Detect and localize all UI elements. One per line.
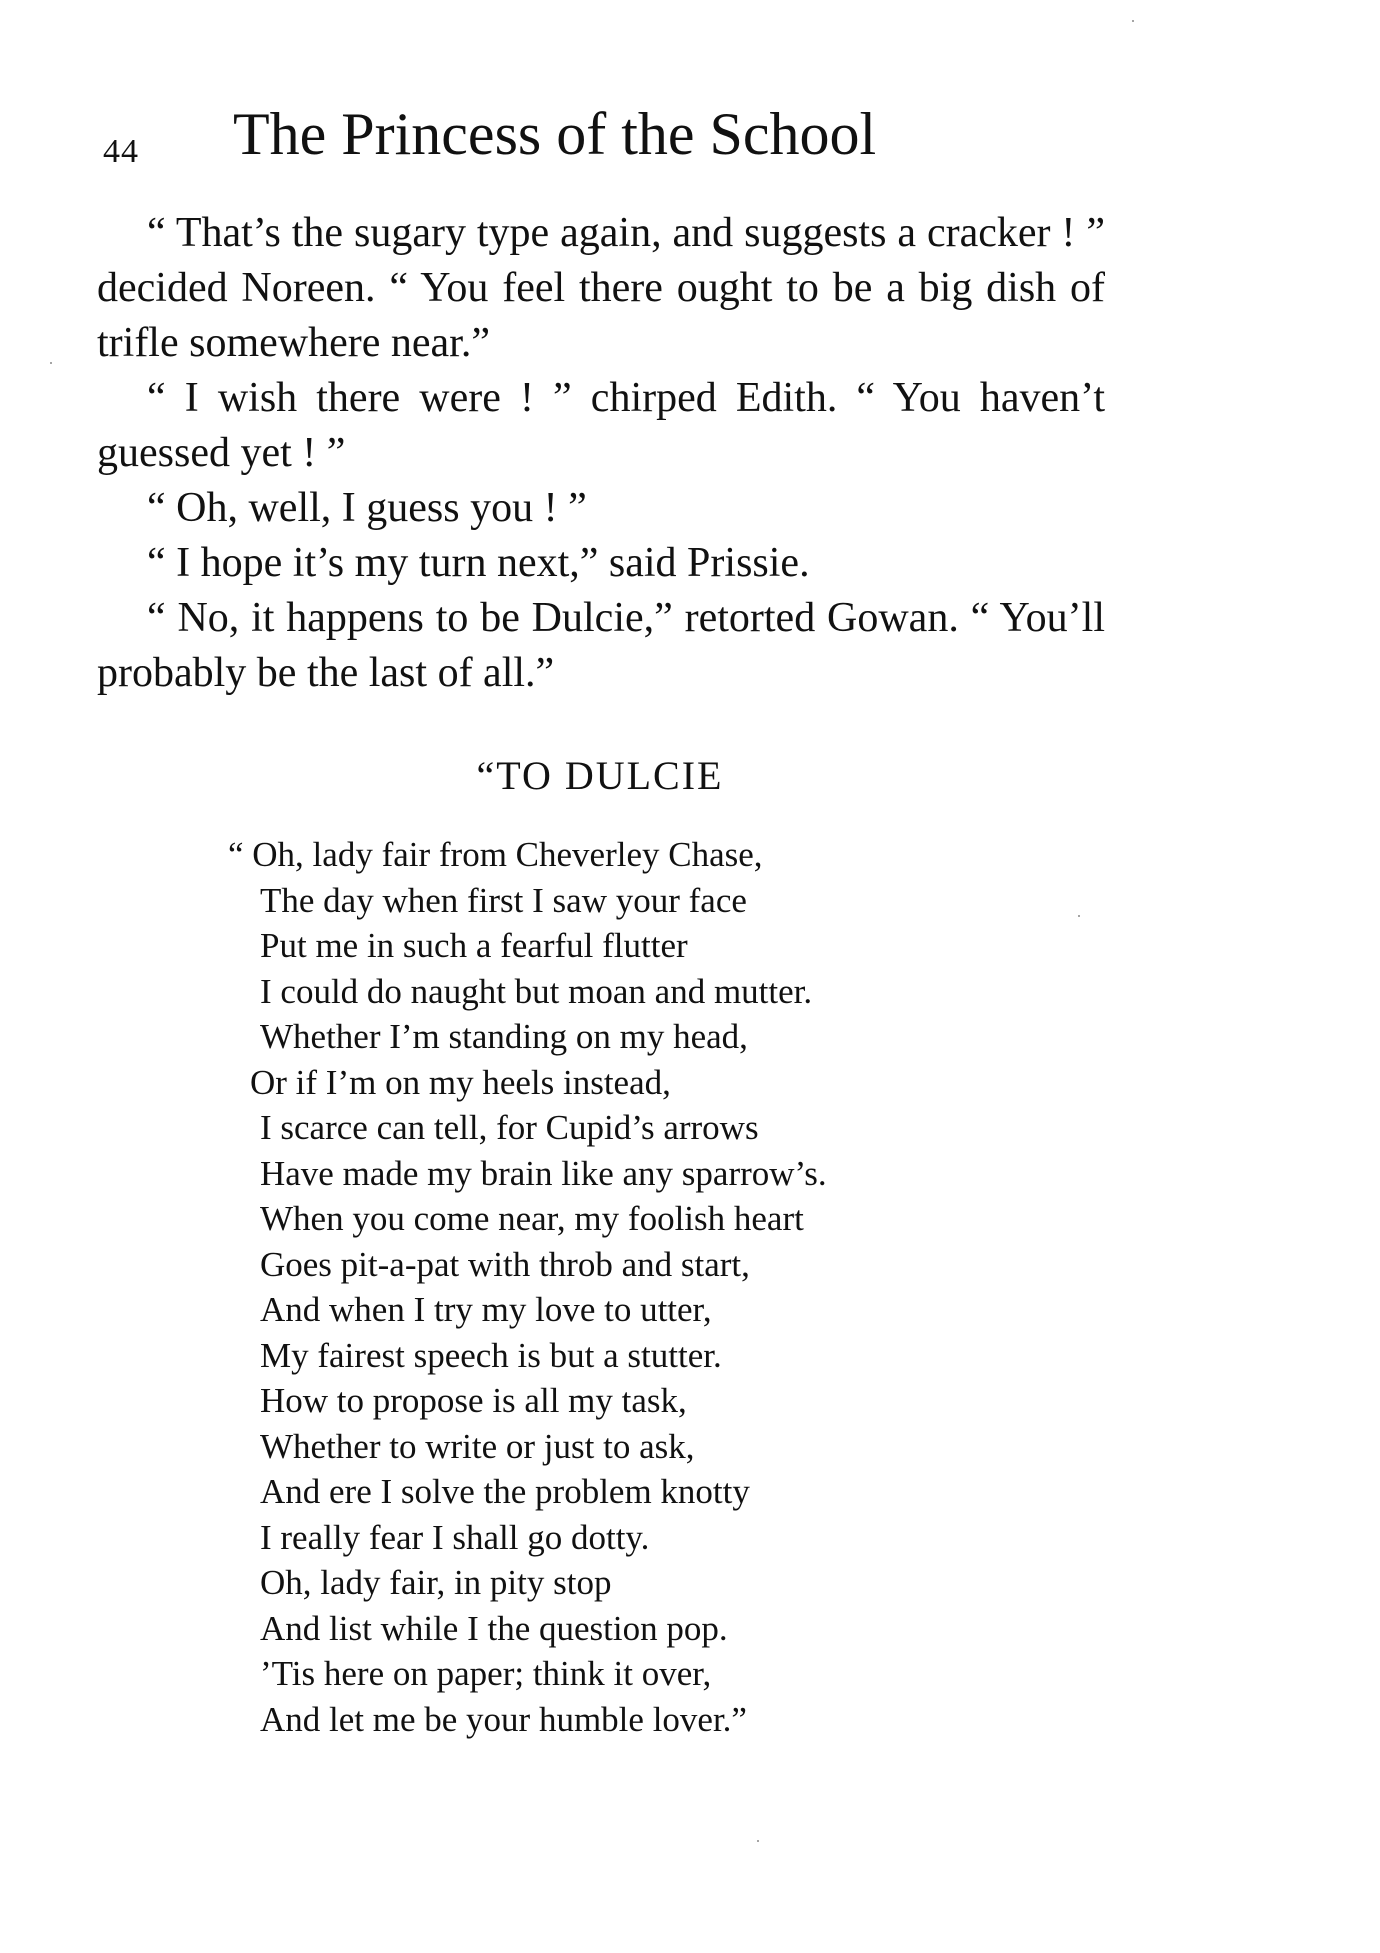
poem-line: I scarce can tell, for Cupid’s arrows [260,1108,759,1147]
poem [228,832,1088,1742]
paper-speck [1078,915,1080,917]
poem-line: Have made my brain like any sparrow’s. [260,1153,827,1193]
page-header [103,96,1103,176]
paragraph: “ No, it happens to be Dulcie,” retorted Gowan. “ You’ll probably be the last of all.” [97,595,1105,696]
poem-line: And list while I the question pop. [260,1608,728,1648]
paper-speck [1132,20,1134,22]
page-number: 44 [103,133,139,170]
poem-line: And let me be your humble lover.” [260,1699,747,1739]
poem-line: “ Oh, lady fair from Cheverley Chase, [228,835,763,874]
prose-body [97,206,1105,701]
poem-line: The day when first I saw your face [260,880,747,920]
poem-line: Oh, lady fair, in pity stop [260,1563,612,1602]
poem-line: Whether I’m standing on my head, [260,1017,748,1056]
poem-line: Goes pit-a-pat with throb and start, [260,1244,750,1284]
poem-title: “TO DULCIE [476,753,724,798]
poem-line: I could do naught but moan and mutter. [260,971,813,1011]
poem-line: And when I try my love to utter, [260,1290,712,1329]
paper-speck [757,1840,759,1842]
poem-line: I really fear I shall go dotty. [260,1517,650,1557]
poem-line: ’Tis here on paper; think it over, [260,1654,712,1693]
poem-line: Whether to write or just to ask, [260,1426,695,1466]
paragraph: “ I wish there were ! ” chirped Edith. “ You haven’t guessed yet ! ” [97,375,1105,476]
poem-line: How to propose is all my task, [260,1381,687,1420]
poem-line: When you come near, my foolish heart [260,1199,804,1238]
poem-line: And ere I solve the problem knotty [260,1472,750,1511]
running-title: The Princess of the School [233,101,877,167]
poem-line: Or if I’m on my heels instead, [250,1062,671,1102]
paragraph: “ I hope it’s my turn next,” said Prissie. [147,540,810,586]
paragraph: “ Oh, well, I guess you ! ” [147,485,587,531]
poem-line: My fairest speech is but a stutter. [260,1335,722,1375]
paragraph: “ That’s the sugary type again, and suggests a cracker ! ” decided Noreen. “ You feel there ought to be a big dish of trifle somewhere near.” [97,210,1105,366]
paper-speck [50,362,52,364]
poem-line: Put me in such a fearful flutter [260,926,688,965]
